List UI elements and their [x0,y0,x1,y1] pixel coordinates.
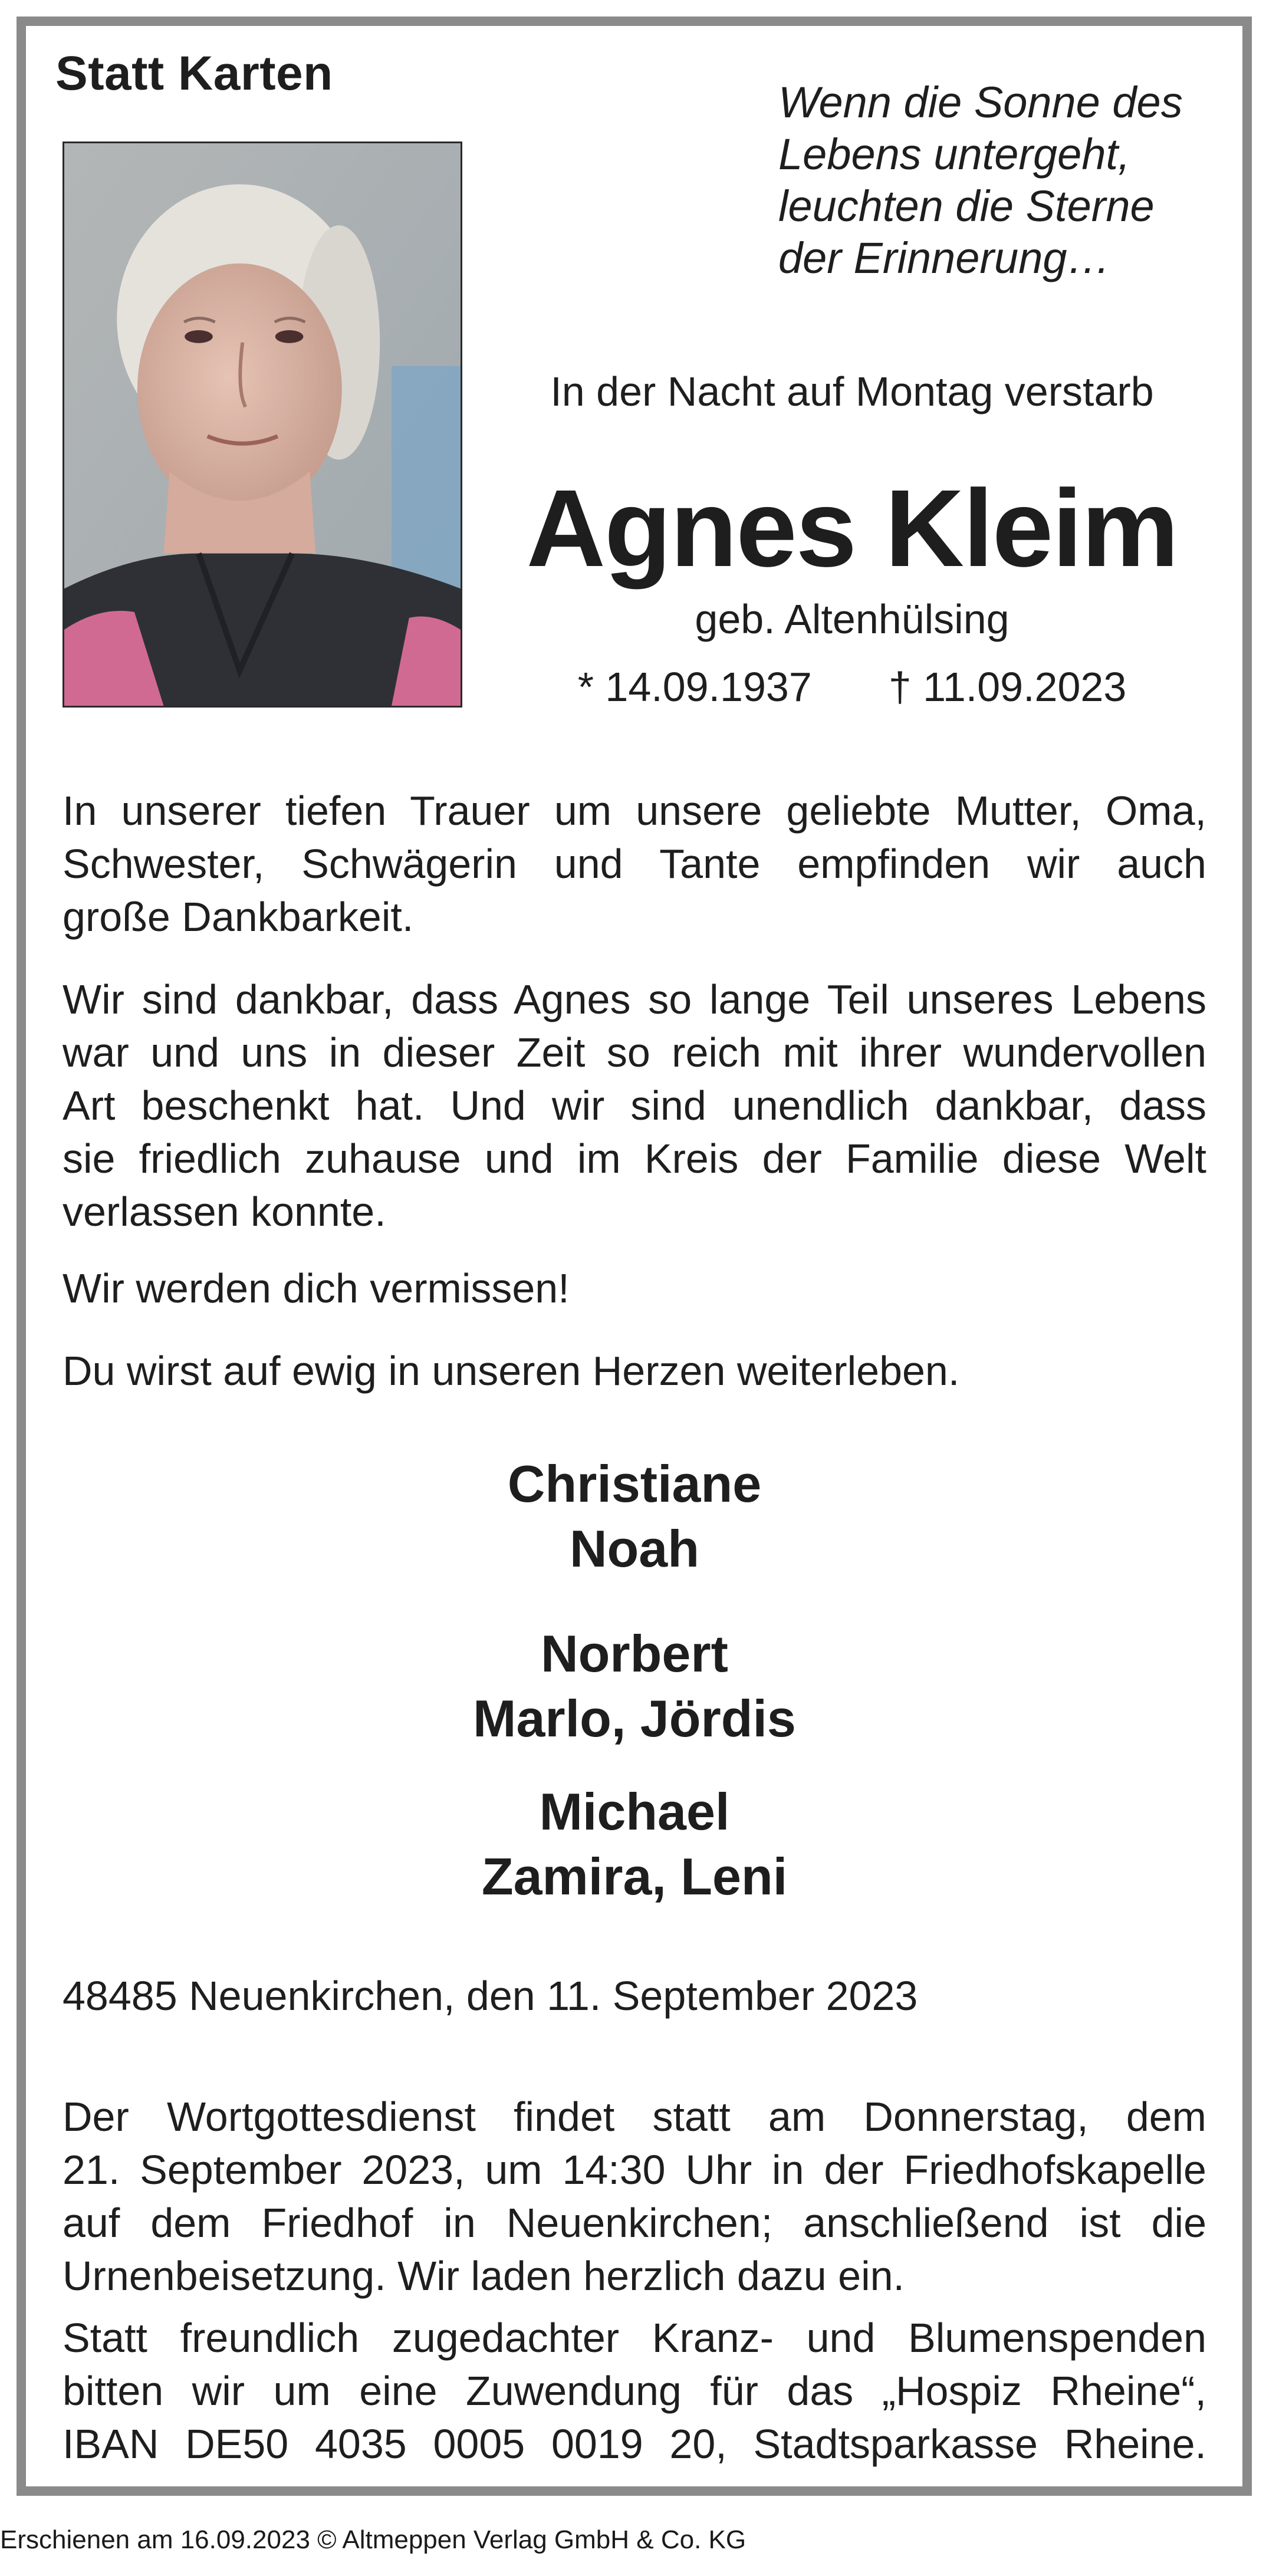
poem-line: leuchten die Sterne [778,182,1155,231]
text-line: sie friedlich zuhause und im Kreis der Familie diese Welt [63,1136,1206,1182]
header-label: Statt Karten [55,47,333,100]
birth-date: * 14.09.1937 [577,664,812,710]
mourner-family: Noah [570,1519,699,1578]
poem-line: Wenn die Sonne des [778,78,1183,127]
text-line: Urnenbeisetzung. Wir laden herzlich dazu ein. [63,2253,905,2299]
paragraph-donation [63,2311,1206,2470]
life-dates [489,663,1215,710]
text-line: bitten wir um eine Zuwendung für das „Hospiz Rheine“, [63,2368,1206,2414]
paragraph-miss [63,1262,1206,1315]
text-line: Art beschenkt hat. Und wir sind unendlich dankbar, dass [63,1083,1206,1129]
text-line: auf dem Friedhof in Neuenkirchen; anschließend ist die [63,2200,1206,2246]
text-line: Du wirst auf ewig in unseren Herzen weiterleben. [63,1348,960,1394]
mourner-name: Christiane [507,1455,762,1513]
portrait-photo [63,142,462,708]
poem-line: der Erinnerung… [778,233,1111,282]
text-line: Wir werden dich vermissen! [63,1265,570,1311]
text-line: verlassen konnte. [63,1189,386,1235]
text-line: 21. September 2023, um 14:30 Uhr in der Friedhofskapelle [63,2147,1206,2193]
deceased-name: Agnes Kleim [526,468,1178,590]
portrait-illustration [64,143,461,706]
poem-line: Lebens untergeht, [778,130,1130,179]
paragraph-thanks [63,973,1206,1238]
paragraph-gratitude [63,784,1206,943]
text-line: war und uns in dieser Zeit so reich mit ihrer wundervollen [63,1029,1206,1075]
text-line: Der Wortgottesdienst findet statt am Donnerstag, dem [63,2094,1206,2140]
paragraph-hearts [63,1344,1206,1397]
mourner-name: Norbert [541,1624,728,1683]
mourner-group [63,1452,1206,1581]
text-line: Statt freundlich zugedachter Kranz- und Blumenspenden [63,2315,1206,2361]
place-date: 48485 Neuenkirchen, den 11. September 2023 [63,1973,918,2019]
mourner-group [63,1621,1206,1751]
text-line: In unserer tiefen Trauer um unsere geliebte Mutter, Oma, [63,788,1206,834]
publication-footer: Erschienen am 16.09.2023 © Altmeppen Verlag GmbH & Co. KG [0,2525,747,2554]
birth-name: geb. Altenhülsing [695,596,1009,642]
death-date: † 11.09.2023 [888,664,1127,710]
paragraph-service [63,2090,1206,2302]
poem [778,77,1183,284]
mourner-group [63,1779,1206,1909]
mourner-family: Marlo, Jördis [473,1689,796,1748]
text-line: große Dankbarkeit. [63,894,414,940]
mourner-name: Michael [539,1782,730,1841]
death-intro: In der Nacht auf Montag verstarb [550,369,1154,414]
text-line: Schwester, Schwägerin und Tante empfinden wir auch [63,841,1206,887]
mourner-family: Zamira, Leni [481,1847,788,1906]
text-line: Wir sind dankbar, dass Agnes so lange Teil unseres Lebens [63,976,1206,1022]
text-line: IBAN DE50 4035 0005 0019 20, Stadtsparkasse Rheine. [63,2421,1206,2467]
